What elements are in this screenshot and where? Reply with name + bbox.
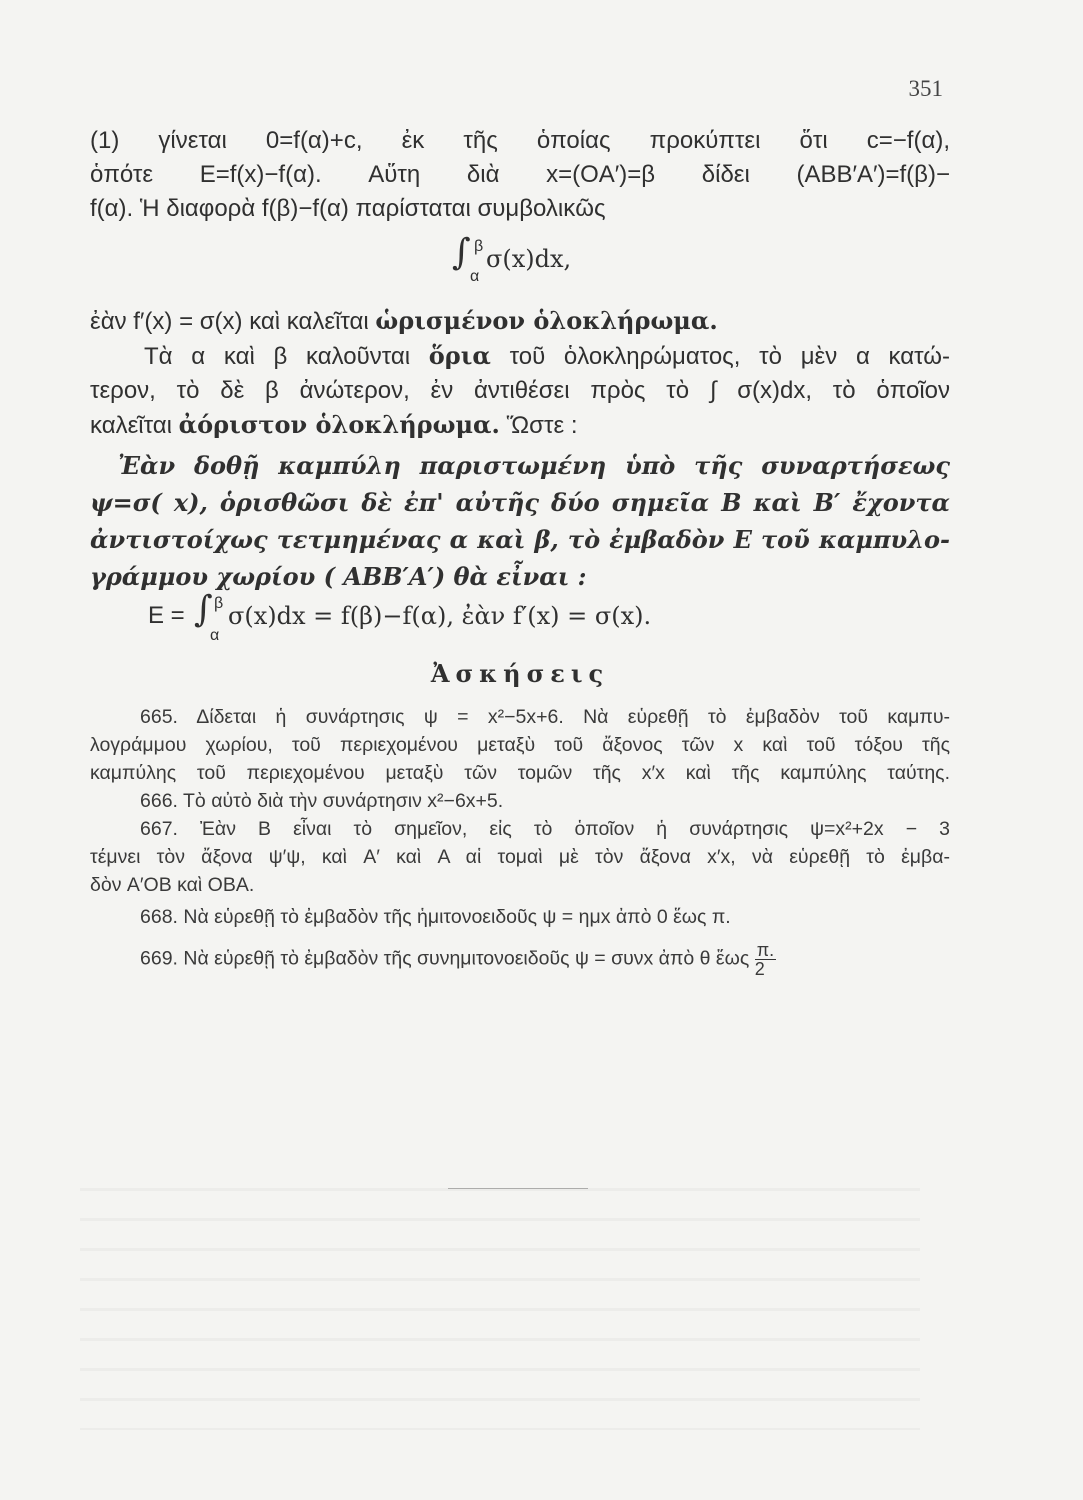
fraction-numerator: π.: [756, 940, 775, 960]
exercise-668: [90, 903, 950, 931]
term-limits: ὅρια: [428, 341, 491, 370]
term-indefinite-integral: ἀόριστον ὁλοκλήρωμα.: [178, 410, 500, 439]
page-number: 351: [908, 76, 943, 101]
integral-sign: ∫: [194, 589, 213, 630]
exercise-line: 668. Νὰ εὑρεθῇ τὸ ἐμβαδὸν τῆς ἡμιτονοειδοῦς ψ = ημx ἀπὸ 0 ἕως π.: [140, 906, 731, 928]
text-line: f(α). Ἡ διαφορὰ f(β)−f(α) παρίσταται συμβολικῶς: [90, 195, 606, 222]
exercise-667: [90, 815, 950, 899]
theorem-block: [90, 447, 950, 595]
exercise-line: 667. Ἐὰν B εἶναι τὸ σημεῖον, εἰς τὸ ὁποῖον ἡ συνάρτησις ψ=x²+2x − 3: [140, 818, 950, 840]
exercise-line: 665. Δίδεται ἡ συνάρτησις ψ = x²−5x+6. Νὰ εὑρεθῇ τὸ ἐμβαδὸν τοῦ καμπυ-: [140, 706, 950, 728]
exercise-665: [90, 703, 950, 787]
text-line: [90, 339, 950, 374]
text-line: ὁπότε E=f(x)−f(α). Αὕτη διὰ x=(OA′)=β δίδει (ABB′A′)=f(β)−: [90, 161, 950, 188]
exercise-line: τέμνει τὸν ἄξονα ψ′ψ, καὶ A′ καὶ A αἱ τομαὶ μὲ τὸν ἄξονα x′x, νὰ εὑρεθῇ τὸ ἐμβα-: [90, 846, 950, 868]
exercise-line: δὸν A′OB καὶ OBA.: [90, 874, 255, 896]
paragraph-definition: [90, 304, 950, 443]
definite-integral-display: [90, 230, 950, 294]
integral-upper-limit: β: [474, 238, 484, 255]
theorem-line: ἀντιστοίχως τετμημένας α καὶ β, τὸ ἐμβαδὸν E τοῦ καμπυλο-: [90, 525, 950, 554]
text-line: [90, 408, 950, 443]
text-line: τερον, τὸ δὲ β ἀνώτερον, ἐν ἀντιθέσει πρὸς τὸ ∫ σ(x)dx, τὸ ὁποῖον: [90, 377, 950, 404]
text-line: (1) γίνεται 0=f(α)+c, ἐκ τῆς ὁποίας προκύπτει ὅτι c=−f(α),: [90, 127, 950, 154]
bleed-through-shadow: [80, 1170, 920, 1430]
exercise-line: [90, 941, 950, 978]
text-segment: καλεῖται: [90, 412, 179, 439]
exercise-line: λογράμμου χωρίου, τοῦ περιεχομένου μεταξὺ τοῦ ἄξονος τῶν x καὶ τοῦ τόξου τῆς: [90, 734, 950, 756]
theorem-line: Ἐὰν δοθῇ καμπύλη παριστωμένη ὑπὸ τῆς συναρτήσεως: [118, 451, 950, 480]
paragraph-intro: [90, 124, 950, 226]
theorem-line: γράμμου χωρίου ( ABB′A′) θὰ εἶναι :: [90, 562, 587, 591]
text-segment: Τὰ α καὶ β καλοῦνται: [144, 343, 429, 370]
term-definite-integral: ὡρισμένον ὁλοκλήρωμα.: [375, 306, 718, 335]
integral-upper-limit: β: [214, 595, 224, 612]
text-segment: Ὥστε :: [499, 412, 578, 439]
text-segment: τοῦ ὁλοκληρώματος, τὸ μὲν α κατώ-: [490, 343, 950, 370]
exercise-line: καμπύλης τοῦ περιεχομένου μεταξὺ τῶν τομῶν τῆς x′x καὶ τῆς καμπύλης ταύτης.: [90, 762, 950, 784]
integrand: σ(x)dx,: [486, 245, 572, 273]
integral-lower-limit: α: [210, 627, 220, 644]
exercise-text: 669. Νὰ εὑρεθῇ τὸ ἐμβαδὸν τῆς συνημιτονοειδοῦς ψ = συνx ἀπὸ θ ἕως: [140, 947, 750, 970]
theorem-line: ψ=σ( x), ὁρισθῶσι δὲ ἐπ' αὐτῆς δύο σημεῖα B καὶ B′ ἔχοντα: [90, 488, 950, 517]
fraction-denominator: 2: [754, 959, 765, 979]
text-segment: ἐὰν f′(x) = σ(x) καὶ καλεῖται: [90, 308, 376, 335]
integral-lower-limit: α: [470, 268, 480, 285]
exercise-list: [90, 703, 950, 978]
integral-sign: ∫: [452, 232, 471, 273]
area-equation: [90, 589, 950, 644]
exercise-669: [90, 941, 950, 978]
equation-lhs: E =: [148, 602, 185, 629]
page-body: [90, 124, 950, 978]
exercise-666: [90, 787, 950, 815]
equation-rhs: σ(x)dx = f(β)−f(α), ἐὰν f′(x) = σ(x).: [228, 602, 652, 630]
text-line: [90, 304, 950, 339]
fraction-pi-over-2: [755, 941, 776, 978]
exercises-heading: Ἀσκήσεις: [430, 659, 610, 688]
exercise-line: 666. Τὸ αὐτὸ διὰ τὴν συνάρτησιν x²−6x+5.: [140, 790, 504, 812]
